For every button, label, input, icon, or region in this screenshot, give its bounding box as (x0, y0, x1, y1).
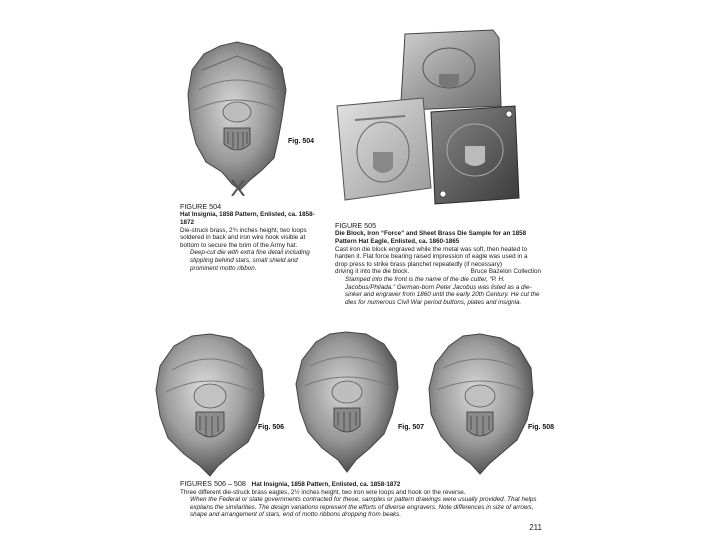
caption-credit-row (335, 268, 541, 276)
hat-insignia-photo-504 (182, 40, 292, 196)
caption-figures-506-508 (180, 480, 552, 519)
die-block-photo-505 (335, 28, 525, 206)
caption-body-end: driving it into the die block. (335, 268, 410, 276)
hat-insignia-photo-507 (292, 328, 402, 476)
figure-label-508: Fig. 508 (528, 424, 555, 431)
caption-note: Deep-cut die with extra fine detail including stippling behind stars, small shield and prominent motto ribbon. (190, 249, 310, 272)
page-number: 211 (529, 523, 542, 532)
figure-label-504: Fig. 504 (288, 138, 315, 145)
caption-heading: FIGURE 504 (180, 202, 222, 211)
figure-label-507: Fig. 507 (398, 424, 425, 431)
hat-insignia-photo-508 (425, 330, 535, 476)
caption-heading: FIGURES 506 – 508 (180, 479, 246, 488)
caption-note: When the Federal or state governments contracted for these, samples or pattern drawings were usually provided. That helps explains the similarities. The design variations represent the efforts of diverse engravers. Note differences in size of arrows, shape and arrangement of stars, end of motto ribbons dropping from beaks. (190, 496, 537, 519)
collection-credit: Bruce Bazelon Collection (470, 268, 541, 276)
caption-body: Cast iron die block engraved while the metal was soft, then heated to harden it. Flat force bearing raised impression of eagle was used in a drop press to strike brass planchet repeatedly (if necessary) (335, 245, 528, 268)
figure-label-506: Fig. 506 (258, 424, 285, 431)
caption-figure-505 (335, 222, 541, 306)
hat-insignia-photo-506 (152, 330, 268, 480)
caption-body: Three different die-struck brass eagles, 2½ inches height, two iron wire loops and hook on the reverse. (180, 488, 466, 496)
caption-heading: FIGURE 505 (335, 221, 377, 230)
caption-title: Hat Insignia, 1858 Pattern, Enlisted, ca. 1858-1872 (251, 481, 401, 488)
caption-title: Die Block, Iron “Force” and Sheet Brass Die Sample for an 1858 Pattern Hat Eagle, Enlisted, ca. 1860-1865 (335, 230, 527, 245)
caption-title: Hat Insignia, 1858 Pattern, Enlisted, ca. 1858-1872 (180, 211, 315, 226)
caption-note: Stamped into the front is the name of the die cutter, “P. H. Jacobus/Philada.” German-born Peter Jacobus was listed as a die-sinker and engraver from 1860 until the early 20th Century. He cut the dies for numerous Civil War period buttons, plates and insignia. (345, 275, 540, 306)
caption-body: Die-struck brass, 2¾ inches height, two loops soldered in back and iron wire hook visible at bottom to secure the brim of the Army hat. (180, 226, 307, 249)
caption-figure-504 (180, 203, 318, 272)
caption-heading-line (180, 480, 552, 489)
